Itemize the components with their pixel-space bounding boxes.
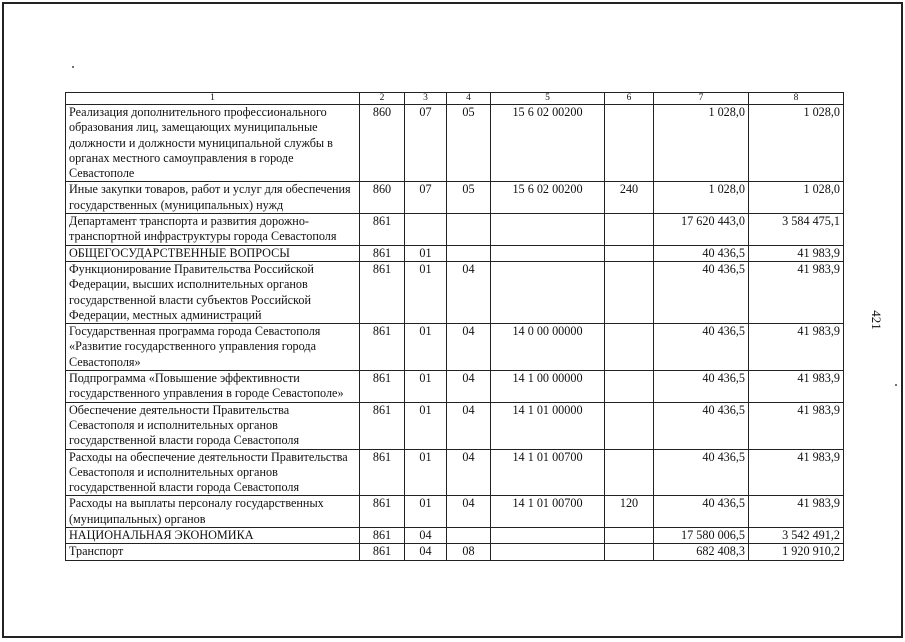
- amount-col8-cell: 41 983,9: [749, 324, 844, 371]
- row-name-cell: НАЦИОНАЛЬНАЯ ЭКОНОМИКА: [66, 528, 360, 544]
- section-code-cell: 07: [405, 105, 447, 182]
- ministry-code-cell: 861: [360, 214, 405, 246]
- amount-col7-cell: 682 408,3: [654, 544, 749, 560]
- section-code-cell: 04: [405, 528, 447, 544]
- target-article-cell: [491, 544, 605, 560]
- subsection-code-cell: [447, 528, 491, 544]
- amount-col8-cell: 1 028,0: [749, 105, 844, 182]
- table-row: [66, 402, 844, 449]
- amount-col7-cell: 40 436,5: [654, 496, 749, 528]
- subsection-code-cell: 04: [447, 402, 491, 449]
- expense-type-cell: [605, 324, 654, 371]
- amount-col7-cell: 40 436,5: [654, 402, 749, 449]
- budget-table: [65, 92, 844, 561]
- section-code-cell: [405, 214, 447, 246]
- header-cell: 7: [654, 93, 749, 105]
- subsection-code-cell: 08: [447, 544, 491, 560]
- amount-col7-cell: 1 028,0: [654, 182, 749, 214]
- row-name-cell: Департамент транспорта и развития дорожно-транспортной инфраструктуры города Севастополя: [66, 214, 360, 246]
- target-article-cell: [491, 245, 605, 261]
- amount-col8-cell: 1 028,0: [749, 182, 844, 214]
- expense-type-cell: [605, 105, 654, 182]
- header-cell: 3: [405, 93, 447, 105]
- target-article-cell: [491, 214, 605, 246]
- ministry-code-cell: 861: [360, 371, 405, 403]
- table-row: [66, 544, 844, 560]
- header-cell: 4: [447, 93, 491, 105]
- section-code-cell: 01: [405, 261, 447, 323]
- row-name-cell: Иные закупки товаров, работ и услуг для обеспечения государственных (муниципальных) нужд: [66, 182, 360, 214]
- section-code-cell: 07: [405, 182, 447, 214]
- row-name-cell: Обеспечение деятельности Правительства Севастополя и исполнительных органов государственной власти города Севастополя: [66, 402, 360, 449]
- expense-type-cell: [605, 528, 654, 544]
- ministry-code-cell: 861: [360, 528, 405, 544]
- page-number: 421: [868, 310, 884, 330]
- row-name-cell: Транспорт: [66, 544, 360, 560]
- row-name-cell: Расходы на выплаты персоналу государственных (муниципальных) органов: [66, 496, 360, 528]
- subsection-code-cell: [447, 245, 491, 261]
- table-row: [66, 182, 844, 214]
- row-name-cell: Государственная программа города Севастополя «Развитие государственного управления города Севастополя»: [66, 324, 360, 371]
- amount-col7-cell: 40 436,5: [654, 261, 749, 323]
- table-row: [66, 261, 844, 323]
- table-header-row: [66, 93, 844, 105]
- expense-type-cell: [605, 214, 654, 246]
- target-article-cell: 15 6 02 00200: [491, 182, 605, 214]
- amount-col7-cell: 40 436,5: [654, 449, 749, 496]
- section-code-cell: 01: [405, 245, 447, 261]
- ministry-code-cell: 861: [360, 402, 405, 449]
- section-code-cell: 01: [405, 371, 447, 403]
- ministry-code-cell: 861: [360, 261, 405, 323]
- ministry-code-cell: 861: [360, 544, 405, 560]
- target-article-cell: 15 6 02 00200: [491, 105, 605, 182]
- expense-type-cell: [605, 261, 654, 323]
- header-cell: 5: [491, 93, 605, 105]
- table-row: [66, 105, 844, 182]
- subsection-code-cell: [447, 214, 491, 246]
- row-name-cell: ОБЩЕГОСУДАРСТВЕННЫЕ ВОПРОСЫ: [66, 245, 360, 261]
- amount-col8-cell: 41 983,9: [749, 402, 844, 449]
- section-code-cell: 01: [405, 324, 447, 371]
- amount-col7-cell: 17 620 443,0: [654, 214, 749, 246]
- amount-col7-cell: 1 028,0: [654, 105, 749, 182]
- section-code-cell: 01: [405, 402, 447, 449]
- document-page: [2, 2, 903, 638]
- amount-col7-cell: 40 436,5: [654, 245, 749, 261]
- table-row: [66, 371, 844, 403]
- table-row: [66, 449, 844, 496]
- amount-col8-cell: 3 584 475,1: [749, 214, 844, 246]
- header-cell: 6: [605, 93, 654, 105]
- amount-col8-cell: 41 983,9: [749, 261, 844, 323]
- amount-col7-cell: 40 436,5: [654, 371, 749, 403]
- table-row: [66, 245, 844, 261]
- amount-col8-cell: 41 983,9: [749, 371, 844, 403]
- header-cell: 1: [66, 93, 360, 105]
- subsection-code-cell: 04: [447, 496, 491, 528]
- target-article-cell: [491, 261, 605, 323]
- expense-type-cell: [605, 544, 654, 560]
- subsection-code-cell: 04: [447, 449, 491, 496]
- scan-speck: [895, 384, 897, 386]
- target-article-cell: [491, 528, 605, 544]
- row-name-cell: Расходы на обеспечение деятельности Правительства Севастополя и исполнительных органов государственной власти города Севастополя: [66, 449, 360, 496]
- subsection-code-cell: 05: [447, 105, 491, 182]
- target-article-cell: 14 1 01 00000: [491, 402, 605, 449]
- subsection-code-cell: 04: [447, 371, 491, 403]
- expense-type-cell: [605, 371, 654, 403]
- table-row: [66, 528, 844, 544]
- amount-col8-cell: 3 542 491,2: [749, 528, 844, 544]
- scan-speck: [72, 66, 74, 68]
- amount-col8-cell: 41 983,9: [749, 245, 844, 261]
- expense-type-cell: 120: [605, 496, 654, 528]
- table-row: [66, 214, 844, 246]
- row-name-cell: Функционирование Правительства Российской Федерации, высших исполнительных органов государственной власти субъектов Российской Федерации, местных администраций: [66, 261, 360, 323]
- section-code-cell: 04: [405, 544, 447, 560]
- row-name-cell: Реализация дополнительного профессионального образования лиц, замещающих муниципальные должности и должности муниципальной службы в органах местного самоуправления в городе Севастополе: [66, 105, 360, 182]
- ministry-code-cell: 861: [360, 496, 405, 528]
- ministry-code-cell: 861: [360, 449, 405, 496]
- amount-col7-cell: 40 436,5: [654, 324, 749, 371]
- table-row: [66, 324, 844, 371]
- ministry-code-cell: 860: [360, 182, 405, 214]
- expense-type-cell: [605, 449, 654, 496]
- ministry-code-cell: 861: [360, 324, 405, 371]
- subsection-code-cell: 04: [447, 261, 491, 323]
- target-article-cell: 14 1 01 00700: [491, 496, 605, 528]
- amount-col8-cell: 41 983,9: [749, 496, 844, 528]
- target-article-cell: 14 1 01 00700: [491, 449, 605, 496]
- target-article-cell: 14 0 00 00000: [491, 324, 605, 371]
- ministry-code-cell: 860: [360, 105, 405, 182]
- subsection-code-cell: 04: [447, 324, 491, 371]
- amount-col7-cell: 17 580 006,5: [654, 528, 749, 544]
- target-article-cell: 14 1 00 00000: [491, 371, 605, 403]
- amount-col8-cell: 1 920 910,2: [749, 544, 844, 560]
- ministry-code-cell: 861: [360, 245, 405, 261]
- section-code-cell: 01: [405, 449, 447, 496]
- expense-type-cell: [605, 402, 654, 449]
- amount-col8-cell: 41 983,9: [749, 449, 844, 496]
- header-cell: 2: [360, 93, 405, 105]
- header-cell: 8: [749, 93, 844, 105]
- subsection-code-cell: 05: [447, 182, 491, 214]
- expense-type-cell: [605, 245, 654, 261]
- expense-type-cell: 240: [605, 182, 654, 214]
- table-row: [66, 496, 844, 528]
- row-name-cell: Подпрограмма «Повышение эффективности государственного управления в городе Севастополе»: [66, 371, 360, 403]
- section-code-cell: 01: [405, 496, 447, 528]
